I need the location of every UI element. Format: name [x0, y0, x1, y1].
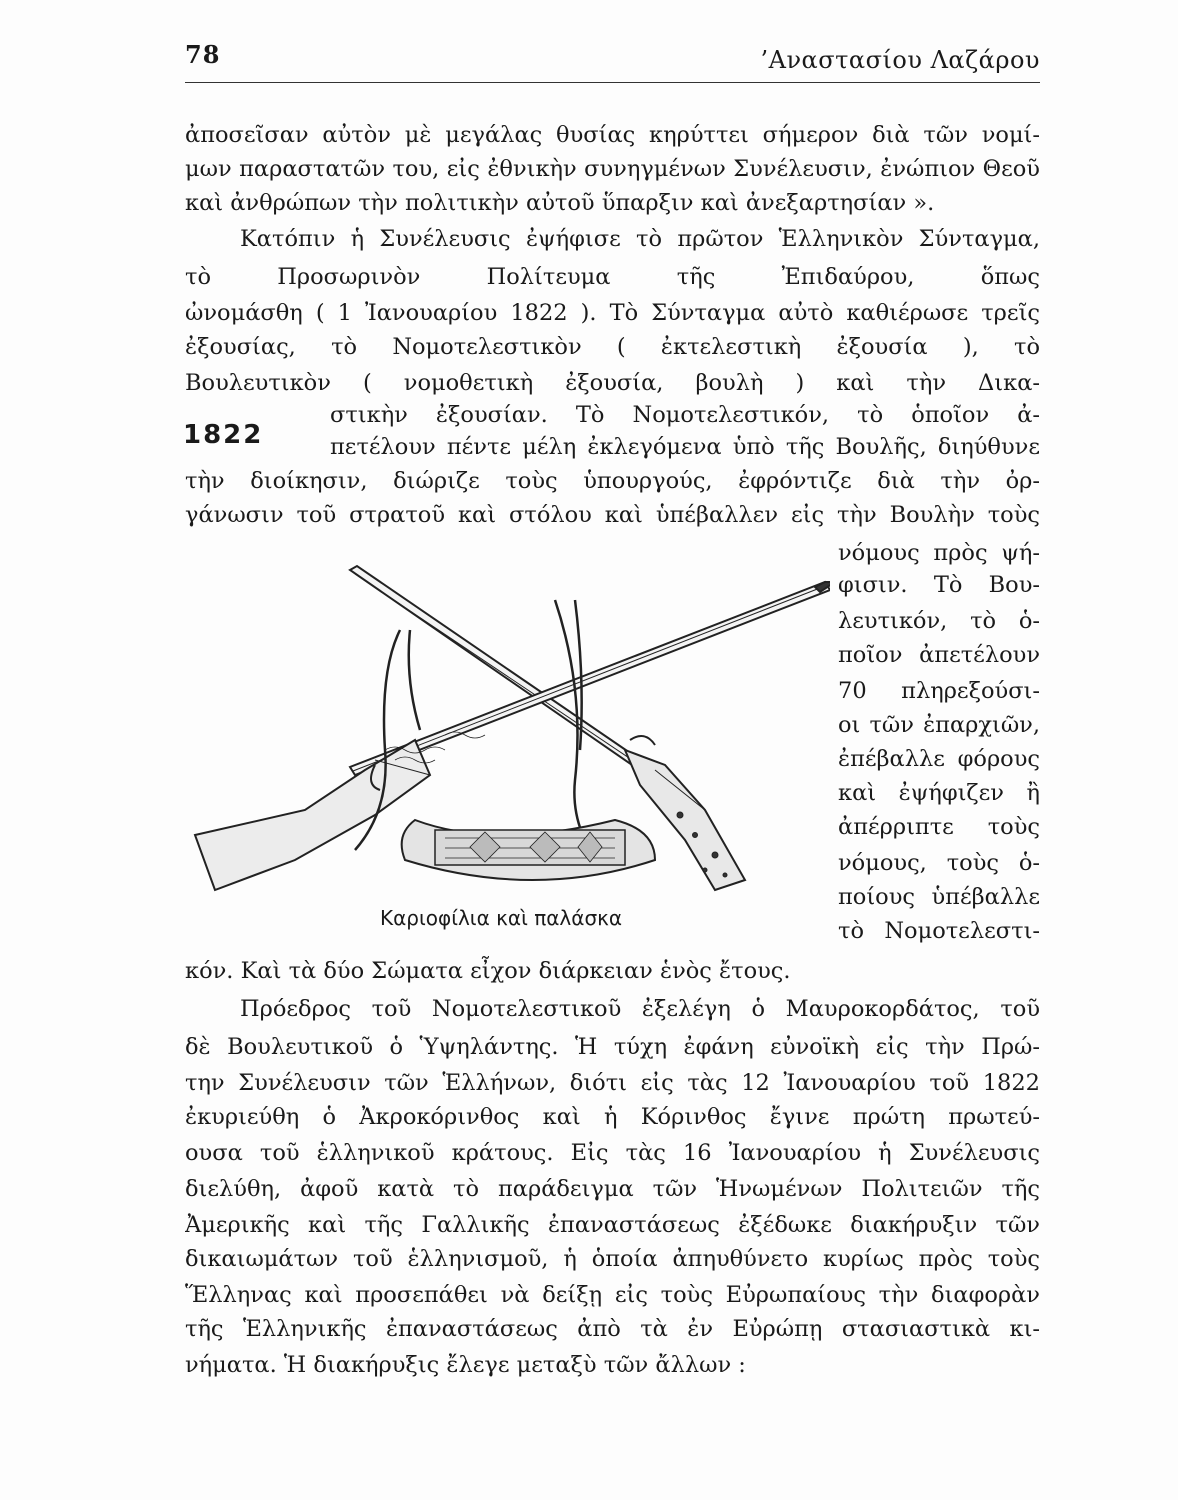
cartridge-belt — [402, 820, 655, 880]
header-rule — [185, 82, 1040, 83]
paragraph-line: ἐκυριεύθη ὁ Ἀκροκόρινθος καὶ ἡ Κόρινθος ἔγινε πρώτη πρωτεύ- — [185, 1104, 1040, 1130]
paragraph-line: Κατόπιν ἡ Συνέλευσις ἐψήφισε τὸ πρῶτον Ἑλληνικὸν Σύνταγμα, — [240, 226, 1040, 252]
paragraph-line: τὸ Προσωρινὸν Πολίτευμα τῆς Ἐπιδαύρου, ὅπως — [185, 264, 1040, 290]
paragraph-line: διελύθη, ἀφοῦ κατὰ τὸ παράδειγμα τῶν Ἡνωμένων Πολιτειῶν τῆς — [185, 1176, 1040, 1202]
side-line: φισιν. Τὸ Βου- — [838, 572, 1040, 598]
paragraph-line: δὲ Βουλευτικοῦ ὁ Ὑψηλάντης. Ἡ τύχη ἐφάνη εὐνοϊκὴ εἰς τὴν Πρώ- — [185, 1034, 1040, 1060]
figure-caption: Καριοφίλια καὶ παλάσκα — [380, 906, 623, 930]
paragraph-line: γάνωσιν τοῦ στρατοῦ καὶ στόλου καὶ ὑπέβαλλεν εἰς τὴν Βουλὴν τοὺς — [185, 502, 1040, 528]
page-number: 78 — [185, 40, 221, 69]
paragraph-line: Βουλευτικὸν ( νομοθετικὴ ἐξουσία, βουλὴ ) καὶ τὴν Δικα- — [185, 370, 1040, 396]
paragraph-line: Πρόεδρος τοῦ Νομοτελεστικοῦ ἐξελέγη ὁ Μαυροκορδάτος, τοῦ — [240, 996, 1040, 1022]
running-head: ’Αναστασίου Λαζάρου — [760, 46, 1040, 74]
paragraph-line: την Συνέλευσιν τῶν Ἑλλήνων, διότι εἰς τὰς 12 Ἰανουαρίου τοῦ 1822 — [185, 1070, 1040, 1096]
paragraph-line: ἀποσεῖσαν αὐτὸν μὲ μεγάλας θυσίας κηρύττει σήμερον διὰ τῶν νομί- — [185, 122, 1040, 148]
paragraph-line: τῆς Ἑλληνικῆς ἐπαναστάσεως ἀπὸ τὰ ἐν Εὐρώπῃ στασιαστικὰ κι- — [185, 1316, 1040, 1342]
side-line: νόμους πρὸς ψή- — [838, 540, 1040, 566]
paragraph-line: δικαιωμάτων τοῦ ἑλληνισμοῦ, ἡ ὁποία ἀπηυθύνετο κυρίως πρὸς τοὺς — [185, 1246, 1040, 1272]
side-line: λευτικόν, τὸ ὁ- — [838, 608, 1040, 634]
side-line: ἐπέβαλλε φόρους — [838, 746, 1040, 772]
paragraph-line: στικὴν ἐξουσίαν. Τὸ Νομοτελεστικόν, τὸ ὁποῖον ἀ- — [330, 402, 1040, 428]
crossed-rifles-and-cartridge-belt-illustration — [185, 560, 830, 900]
paragraph-line: μων παραστατῶν του, εἰς ἐθνικὴν συνηγμένων Συνέλευσιν, ἐνώπιον Θεοῦ — [185, 156, 1040, 182]
paragraph-line: πετέλουν πέντε μέλη ἐκλεγόμενα ὑπὸ τῆς Βουλῆς, διηύθυνε — [330, 434, 1040, 460]
paragraph-line: ουσα τοῦ ἑλληνικοῦ κράτους. Εἰς τὰς 16 Ἰανουαρίου ἡ Συνέλευσις — [185, 1140, 1040, 1166]
paragraph-line: ἐξουσίας, τὸ Νομοτελεστικὸν ( ἐκτελεστικὴ ἐξουσία ), τὸ — [185, 334, 1040, 360]
side-line: ποῖον ἀπετέλουν — [838, 642, 1040, 668]
paragraph-line: Ἀμερικῆς καὶ τῆς Γαλλικῆς ἐπαναστάσεως ἐξέδωκε διακήρυξιν τῶν — [185, 1212, 1040, 1238]
side-line: 70 πληρεξούσι- — [838, 678, 1040, 704]
side-line: οι τῶν ἐπαρχιῶν, — [838, 712, 1040, 738]
side-line: τὸ Νομοτελεστι- — [838, 918, 1040, 944]
paragraph-line: καὶ ἀνθρώπων τὴν πολιτικὴν αὐτοῦ ὕπαρξιν καὶ ἀνεξαρτησίαν ». — [185, 190, 935, 216]
side-line: ἀπέρριπτε τοὺς — [838, 814, 1040, 840]
side-line: καὶ ἐψήφιζεν ἢ — [838, 780, 1040, 806]
paragraph-line: νήματα. Ἡ διακήρυξις ἔλεγε μεταξὺ τῶν ἄλλων : — [185, 1352, 746, 1378]
paragraph-line: κόν. Καὶ τὰ δύο Σώματα εἶχον διάρκειαν ἑνὸς ἔτους. — [185, 958, 791, 984]
margin-year: 1822 — [183, 420, 264, 450]
paragraph-line: τὴν διοίκησιν, διώριζε τοὺς ὑπουργούς, ἐφρόντιζε διὰ τὴν ὀρ- — [185, 468, 1040, 494]
paragraph-line: Ἕλληνας καὶ προσεπάθει νὰ δείξῃ εἰς τοὺς Εὐρωπαίους τὴν διαφορὰν — [185, 1282, 1040, 1308]
paragraph-line: ὠνομάσθη ( 1 Ἰανουαρίου 1822 ). Τὸ Σύνταγμα αὐτὸ καθιέρωσε τρεῖς — [185, 300, 1040, 326]
side-line: ποίους ὑπέβαλλε — [838, 884, 1040, 910]
side-line: νόμους, τοὺς ὁ- — [838, 850, 1040, 876]
